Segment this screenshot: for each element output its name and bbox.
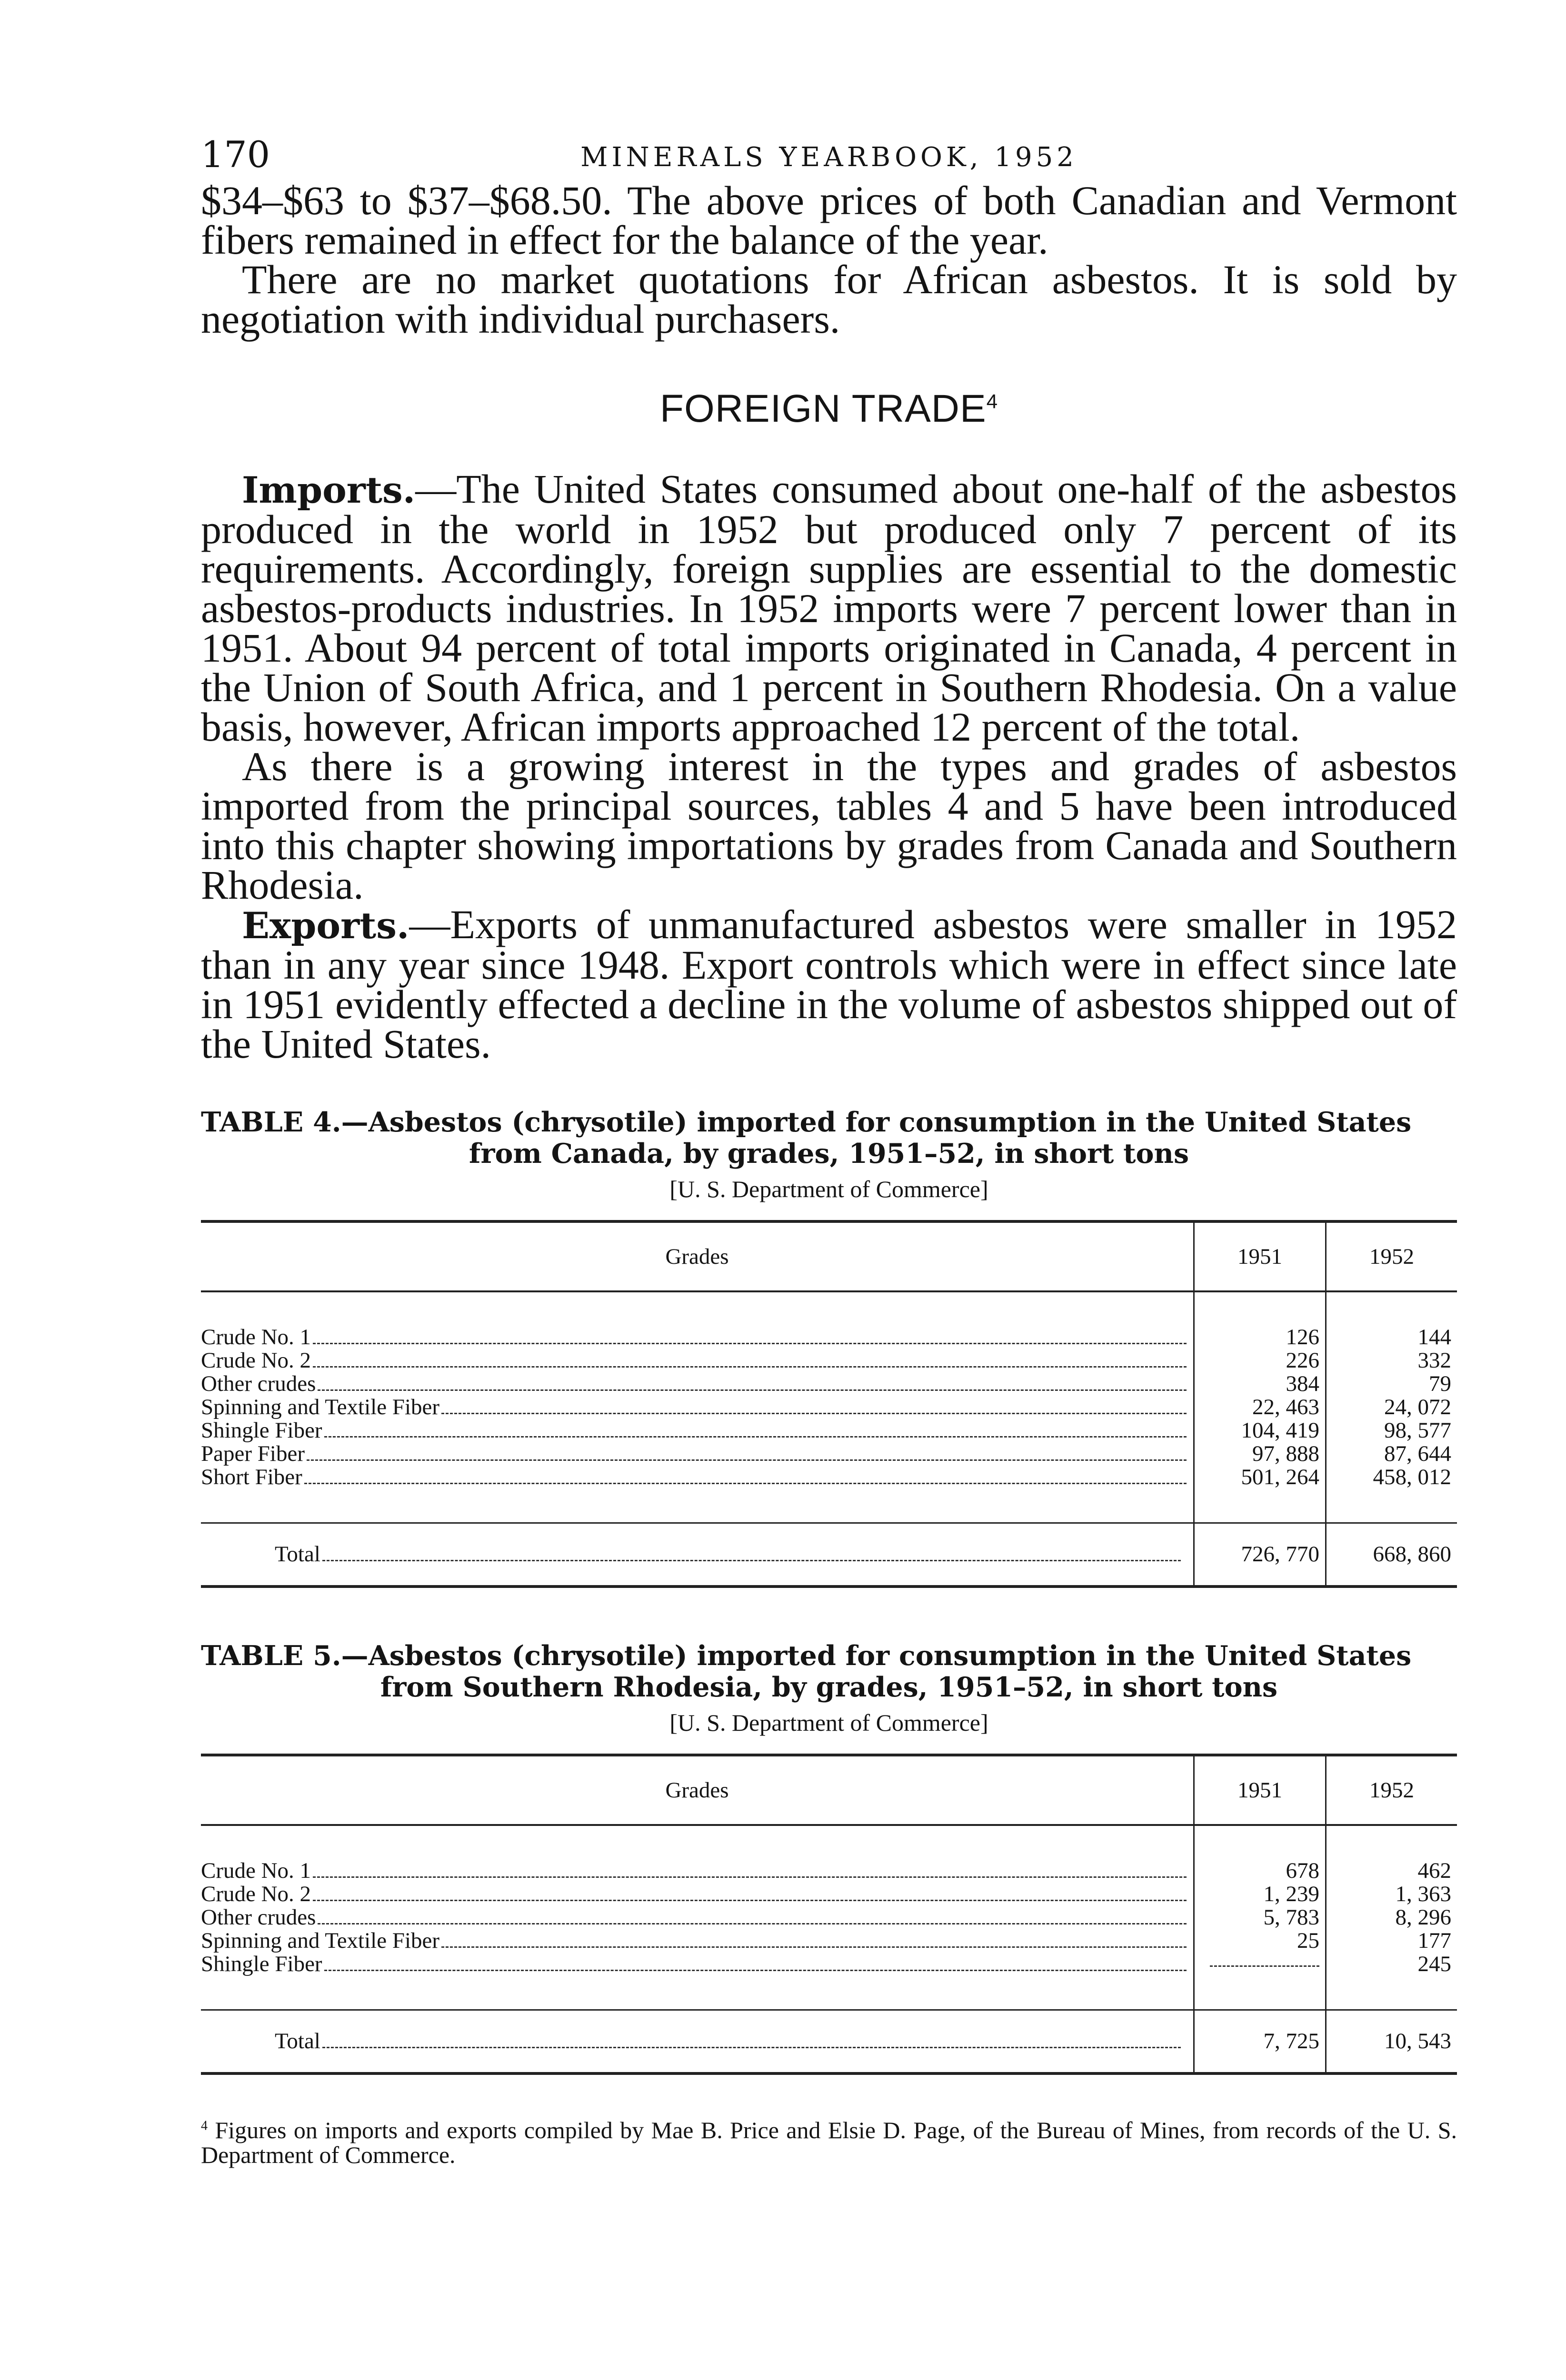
value-1951: 126	[1194, 1291, 1326, 1349]
leader-dots	[318, 1923, 1187, 1924]
paragraph-grades-interest: As there is a growing interest in the types and grades of asbestos imported from the principal sources, tables 4 and 5 have been introduced into this chapter showing importations by grades from Canada and Southern Rhodesia.	[201, 744, 1457, 908]
value-1952: 177	[1326, 1929, 1457, 1953]
grade-label: Crude No. 2	[201, 1882, 311, 1906]
table-row	[201, 1906, 1457, 1929]
footnote-text: Figures on imports and exports compiled by Mae B. Price and Elsie D. Page, of the Bureau of Mines, from records of the U. S. Department of Commerce.	[201, 2117, 1457, 2168]
leader-dots	[324, 1436, 1187, 1438]
value-1951: 5, 783	[1194, 1906, 1326, 1929]
leader-dots	[322, 2046, 1181, 2048]
total-label: Total	[275, 2029, 320, 2053]
section-footnote-mark: 4	[986, 390, 998, 413]
table5-source: [U. S. Department of Commerce]	[669, 1709, 988, 1736]
value-1951: 104, 419	[1194, 1419, 1326, 1442]
section-heading	[201, 387, 1457, 431]
leader-dots	[313, 1342, 1187, 1344]
grade-label: Paper Fiber	[201, 1441, 305, 1466]
exports-lead: Exports.	[242, 904, 409, 947]
value-1952: 98, 577	[1326, 1419, 1457, 1442]
table4-source: [U. S. Department of Commerce]	[669, 1176, 988, 1202]
table-row	[201, 1349, 1457, 1372]
value-1952: 144	[1326, 1291, 1457, 1349]
running-title: MINERALS YEARBOOK, 1952	[580, 142, 1077, 173]
paragraph-prices: $34–$63 to $37–$68.50. The above prices of both Canadian and Vermont fibers remained in effect for the balance of the year.	[201, 178, 1457, 263]
paragraph-african-quotations: There are no market quotations for African asbestos. It is sold by negotiation with individual purchasers.	[201, 257, 1457, 342]
leader-dots	[318, 1389, 1187, 1391]
table5-header-1951: 1951	[1194, 1755, 1326, 1825]
table-row	[201, 1442, 1457, 1466]
table4	[201, 1220, 1457, 1588]
paragraph-exports	[201, 902, 1457, 1067]
leader-dots	[322, 1559, 1181, 1561]
table-row	[201, 1372, 1457, 1396]
table4-caption-line2: from Canada, by grades, 1951–52, in short tons	[469, 1138, 1189, 1170]
grade-label: Shingle Fiber	[201, 1952, 322, 1976]
table4-caption	[201, 1107, 1457, 1170]
table5-caption	[201, 1640, 1457, 1703]
table4-caption-line1: TABLE 4.—Asbestos (chrysotile) imported for consumption in the United States	[201, 1106, 1412, 1138]
value-1952: 462	[1326, 1825, 1457, 1883]
value-1951: 1, 239	[1194, 1883, 1326, 1906]
table-row	[201, 1825, 1457, 1883]
table5-caption-line1: TABLE 5.—Asbestos (chrysotile) imported for consumption in the United States	[201, 1640, 1412, 1672]
page	[201, 129, 1457, 2167]
footnote	[201, 2118, 1457, 2167]
grade-label: Shingle Fiber	[201, 1418, 322, 1443]
footnote-mark: 4	[201, 2118, 208, 2133]
table4-header-1952: 1952	[1326, 1221, 1457, 1291]
value-1952: 332	[1326, 1349, 1457, 1372]
blank-dashes	[1210, 1965, 1319, 1967]
table-row	[201, 1396, 1457, 1419]
value-1951: 97, 888	[1194, 1442, 1326, 1466]
value-1952: 24, 072	[1326, 1396, 1457, 1419]
value-1951: 384	[1194, 1372, 1326, 1396]
leader-dots	[313, 1366, 1187, 1368]
leader-dots	[313, 1876, 1187, 1878]
grade-label: Spinning and Textile Fiber	[201, 1395, 440, 1419]
table-row	[201, 1953, 1457, 2010]
table5-caption-line2: from Southern Rhodesia, by grades, 1951–52, in short tons	[380, 1671, 1278, 1703]
table5-header-1952: 1952	[1326, 1755, 1457, 1825]
leader-dots	[441, 1946, 1187, 1948]
value-1952: 8, 296	[1326, 1906, 1457, 1929]
total-label: Total	[275, 1542, 320, 1567]
exports-text: —Exports of unmanufactured asbestos were smaller in 1952 than in any year since 1948. Export controls which were in effect since late in 1951 evidently effected a decline in the volume of asbestos shipped out of the United States.	[201, 902, 1457, 1067]
imports-text: —The United States consumed about one-half of the asbestos produced in the world in 1952 but produced only 7 percent of its requirements. Accordingly, foreign supplies are essential to the domestic asbestos-products industries. In 1952 imports were 7 percent lower than in 1951. About 94 percent of total imports originated in Canada, 4 percent in the Union of South Africa, and 1 percent in Southern Rhodesia. On a value basis, however, African imports approached 12 percent of the total.	[201, 466, 1457, 750]
table-row	[201, 1291, 1457, 1349]
grade-label: Crude No. 1	[201, 1858, 311, 1883]
table4-total-row	[201, 1523, 1457, 1587]
grade-label: Crude No. 2	[201, 1348, 311, 1373]
value-1952: 87, 644	[1326, 1442, 1457, 1466]
table4-header-row	[201, 1221, 1457, 1291]
table-row	[201, 1466, 1457, 1523]
table5-header-row	[201, 1755, 1457, 1825]
total-1952: 668, 860	[1326, 1523, 1457, 1587]
grade-label: Short Fiber	[201, 1465, 302, 1489]
leader-dots	[304, 1482, 1187, 1484]
value-1952: 458, 012	[1326, 1466, 1457, 1523]
total-1951: 726, 770	[1194, 1523, 1326, 1587]
leader-dots	[313, 1899, 1187, 1901]
section-heading-text: FOREIGN TRADE	[659, 387, 987, 430]
imports-lead: Imports.	[242, 469, 416, 511]
table-row	[201, 1419, 1457, 1442]
value-1951: 501, 264	[1194, 1466, 1326, 1523]
leader-dots	[441, 1412, 1187, 1414]
table-row	[201, 1883, 1457, 1906]
table-row	[201, 1929, 1457, 1953]
table5-header-grades: Grades	[201, 1755, 1194, 1825]
page-number: 170	[201, 133, 270, 176]
paragraph-imports	[201, 466, 1457, 750]
table5	[201, 1754, 1457, 2075]
value-1952: 1, 363	[1326, 1883, 1457, 1906]
grade-label: Crude No. 1	[201, 1325, 311, 1349]
leader-dots	[324, 1969, 1187, 1971]
total-1952: 10, 543	[1326, 2010, 1457, 2074]
table5-total-row	[201, 2010, 1457, 2074]
grade-label: Spinning and Textile Fiber	[201, 1928, 440, 1953]
table5-block	[201, 1640, 1457, 2075]
value-1952: 245	[1326, 1953, 1457, 2010]
table4-header-1951: 1951	[1194, 1221, 1326, 1291]
leader-dots	[307, 1459, 1187, 1461]
grade-label: Other crudes	[201, 1371, 316, 1396]
table4-block	[201, 1107, 1457, 1588]
table4-header-grades: Grades	[201, 1221, 1194, 1291]
grade-label: Other crudes	[201, 1905, 316, 1930]
value-1951: 25	[1194, 1929, 1326, 1953]
value-1951: 678	[1194, 1825, 1326, 1883]
value-1951: 226	[1194, 1349, 1326, 1372]
value-1951-blank	[1194, 1953, 1326, 2010]
value-1952: 79	[1326, 1372, 1457, 1396]
running-header	[201, 129, 1457, 181]
total-1951: 7, 725	[1194, 2010, 1326, 2074]
value-1951: 22, 463	[1194, 1396, 1326, 1419]
